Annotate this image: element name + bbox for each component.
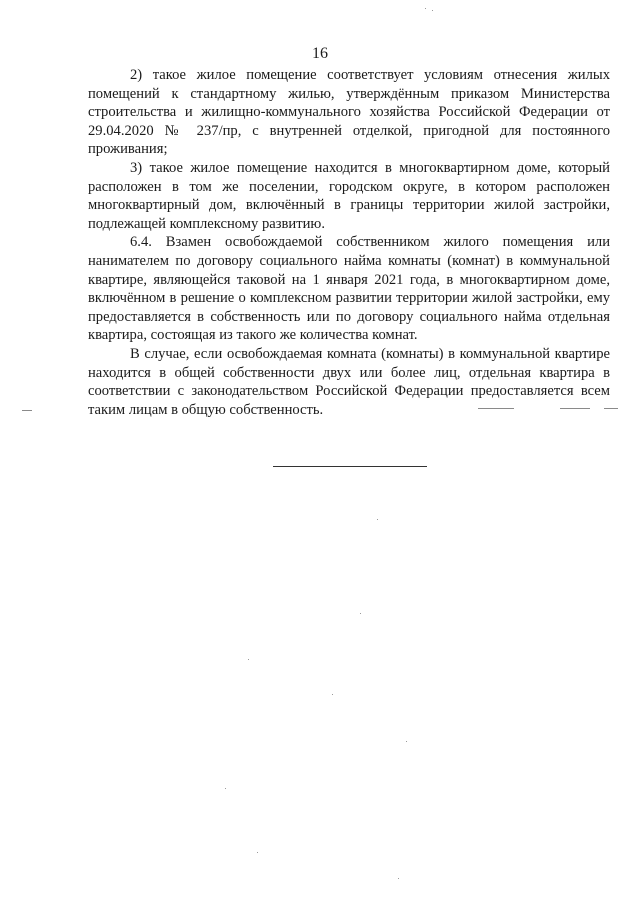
separator-line [273, 466, 427, 467]
scan-artifact [360, 613, 361, 614]
scan-artifact [432, 10, 433, 11]
scan-artifact [22, 410, 32, 411]
paragraph-item-3: 3) такое жилое помещение находится в многоквартирном доме, который расположен в том же поселении, городском округе, в котором расположен многоквартирный дом, включённый в границы территории жилой застройки, подлежащей комплексному развитию. [88, 159, 610, 232]
scan-artifact [406, 741, 407, 742]
scan-artifact [225, 788, 226, 789]
document-body [88, 66, 610, 419]
scan-artifact [398, 878, 399, 879]
paragraph-shared-ownership: В случае, если освобождаемая комната (комнаты) в коммунальной квартире находится в общей собственности двух или более лиц, отдельная квартира в соответствии с законодательством Российской Федерации предоставляется всем таким лицам в общую собственность. [88, 345, 610, 418]
paragraph-6-4: 6.4. Взамен освобождаемой собственником жилого помещения или нанимателем по договору социального найма комнаты (комнат) в коммунальной квартире, являющейся таковой на 1 января 2021 года, в многоквартирном доме, включённом в решение о комплексном развитии территории жилой застройки, ему предоставляется в собственность или по договору социального найма отдельная квартира, состоящая из такого же количества комнат. [88, 234, 610, 344]
scan-artifact [248, 659, 249, 660]
scan-artifact [257, 852, 258, 853]
scan-artifact [560, 408, 590, 409]
scan-artifact [478, 408, 514, 409]
page-number: 16 [312, 45, 328, 62]
scan-artifact [332, 694, 333, 695]
scan-artifact [377, 519, 378, 520]
paragraph-item-2: 2) такое жилое помещение соответствует условиям отнесения жилых помещений к стандартному жилью, утверждённым приказом Министерства строительства и жилищно-коммунального хозяйства Российской Федерации от 29.04.2020 № 237/пр, с внутренней отделкой, пригодной для постоянного проживания; [88, 67, 610, 158]
scan-artifact [425, 8, 426, 9]
scan-artifact [604, 408, 618, 409]
